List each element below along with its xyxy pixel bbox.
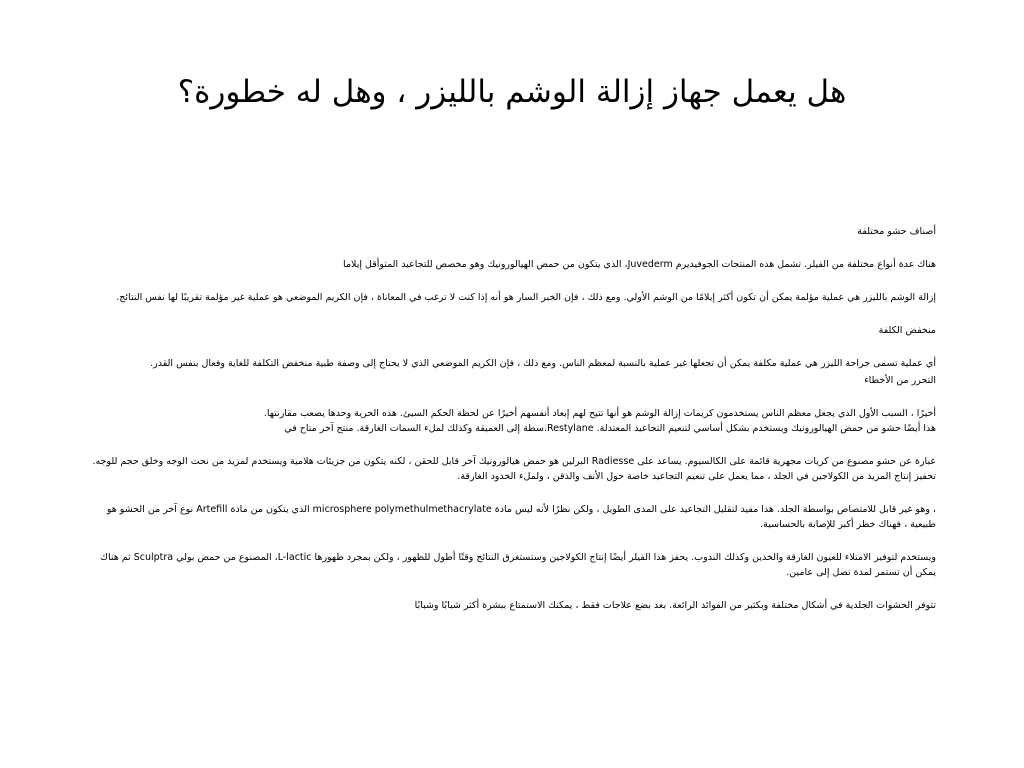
slide-title: هل يعمل جهاز إزالة الوشم بالليزر ، وهل له خطورة؟ (177, 74, 847, 110)
paragraph-laser-removal (60, 290, 936, 305)
paragraph-line: طبيعية ، فهناك خطر أكبر للإصابة بالحساسية. (760, 519, 936, 530)
paragraph-line: يمكن أن تستمر لمدة تصل إلى عامين. (786, 567, 936, 578)
paragraph-artefill (60, 502, 936, 532)
paragraph-sculptra (60, 550, 936, 580)
paragraph-line: إزالة الوشم بالليزر هي عملية مؤلمة يمكن أن تكون أكثر إيلامًا من الوشم الأولي. ومع ذلك ، فإن الخبر السار هو أنه إذا كنت لا ترغب في المعاناة ، فإن الكريم الموضعي هو عملية غير مؤلمة تقريبًا لها نفس النتائج. (116, 292, 936, 303)
paragraph-line: عبارة عن حشو مصنوع من كريات مجهرية قائمة على الكالسيوم. يساعد على Radiesse البرلين هو حمض هيالورونيك آخر قابل للحقن ، لكنه يتكون من جزيئات هلامية ويستخدم لمزيد من نحت الوجه وخلق حجم للوجه. (92, 456, 936, 467)
paragraph-conclusion (60, 598, 936, 613)
paragraph-radiesse (60, 454, 936, 484)
paragraph-line: أي عملية تسمى جراحة الليزر هي عملية مكلفة يمكن أن تجعلها غير عملية بالنسبة لمعظم الناس. ومع ذلك ، فإن الكريم الموضعي الذي لا يحتاج إلى وصفة طبية منخفض التكلفة للغاية وفعال بنفس القدر. (150, 358, 936, 369)
paragraph-line: ويستخدم لتوفير الامتلاء للعيون الغارقة والخدين وكذلك الندوب. يحفز هذا الفيلر أيضًا إنتاج الكولاجين وستستغرق النتائج وقتًا أطول للظهور ، ولكن بمجرد ظهورها L-lactic، المصنوع من حمض بولي Sculptra ثم هناك (100, 552, 936, 563)
paragraph-juvederm (60, 257, 936, 272)
paragraph-freedom-restylane (60, 406, 936, 436)
paragraph-line: ، وهو غير قابل للامتصاص بواسطة الجلد. هذا مفيد لتقليل التجاعيد على المدى الطويل ، ولكن نظرًا لأنه ليس مادة microsphere polymethulmethacrylate الذي يتكون من مادة Artefill نوع آخر من الحشو هو (106, 504, 936, 515)
paragraph-laser-cost (60, 356, 936, 371)
paragraph-line: هناك عدة أنواع مختلفة من الفيلر. تشمل هذه المنتجات الجوفيديرم Juvederm، الذي يتكون من حمض الهيالورونيك وهو مخصص للتجاعيد المتوأقل إيلاما (343, 259, 936, 270)
paragraph-line: أخيرًا ، السبب الأول الذي يجعل معظم الناس يستخدمون كريمات إزالة الوشم هو أنها تتيح لهم إبعاد أنفسهم أخيرًا عن لحظة الحكم السيئ. هذه الحرية وحدها يصعب مقارنتها. (263, 408, 936, 419)
paragraph-line: تتوفر الحشوات الجلدية في أشكال مختلفة وبكثير من الفوائد الرائعة. بعد بضع علاجات فقط ، يمكنك الاستمتاع ببشرة أكثر شبابًا وشبابًا (414, 600, 936, 611)
paragraph-line: تحفيز إنتاج المزيد من الكولاجين في الجلد ، مما يعمل على تنعيم التجاعيد خاصة حول الأنف والذقن ، ولملء الخدود الغارقة. (457, 471, 936, 482)
paragraph-line: هذا أيضًا حشو من حمض الهيالورونيك ويستخدم بشكل أساسي لتنعيم التجاعيد المعتدلة. Restylane.سطة إلى العميقة وكذلك لملء السمات الغارقة. منتج آخر متاح في (284, 423, 936, 434)
paragraph-line: التحرر من الأخطاء (864, 375, 936, 386)
slide-body (60, 224, 936, 631)
paragraph-filler-types-heading (60, 224, 936, 239)
paragraph-line: منخفض الكلفة (878, 325, 936, 336)
paragraph-freedom-heading (60, 373, 936, 388)
paragraph-line: أصناف حشو مختلفة (857, 226, 936, 237)
paragraph-low-cost-heading (60, 323, 936, 338)
